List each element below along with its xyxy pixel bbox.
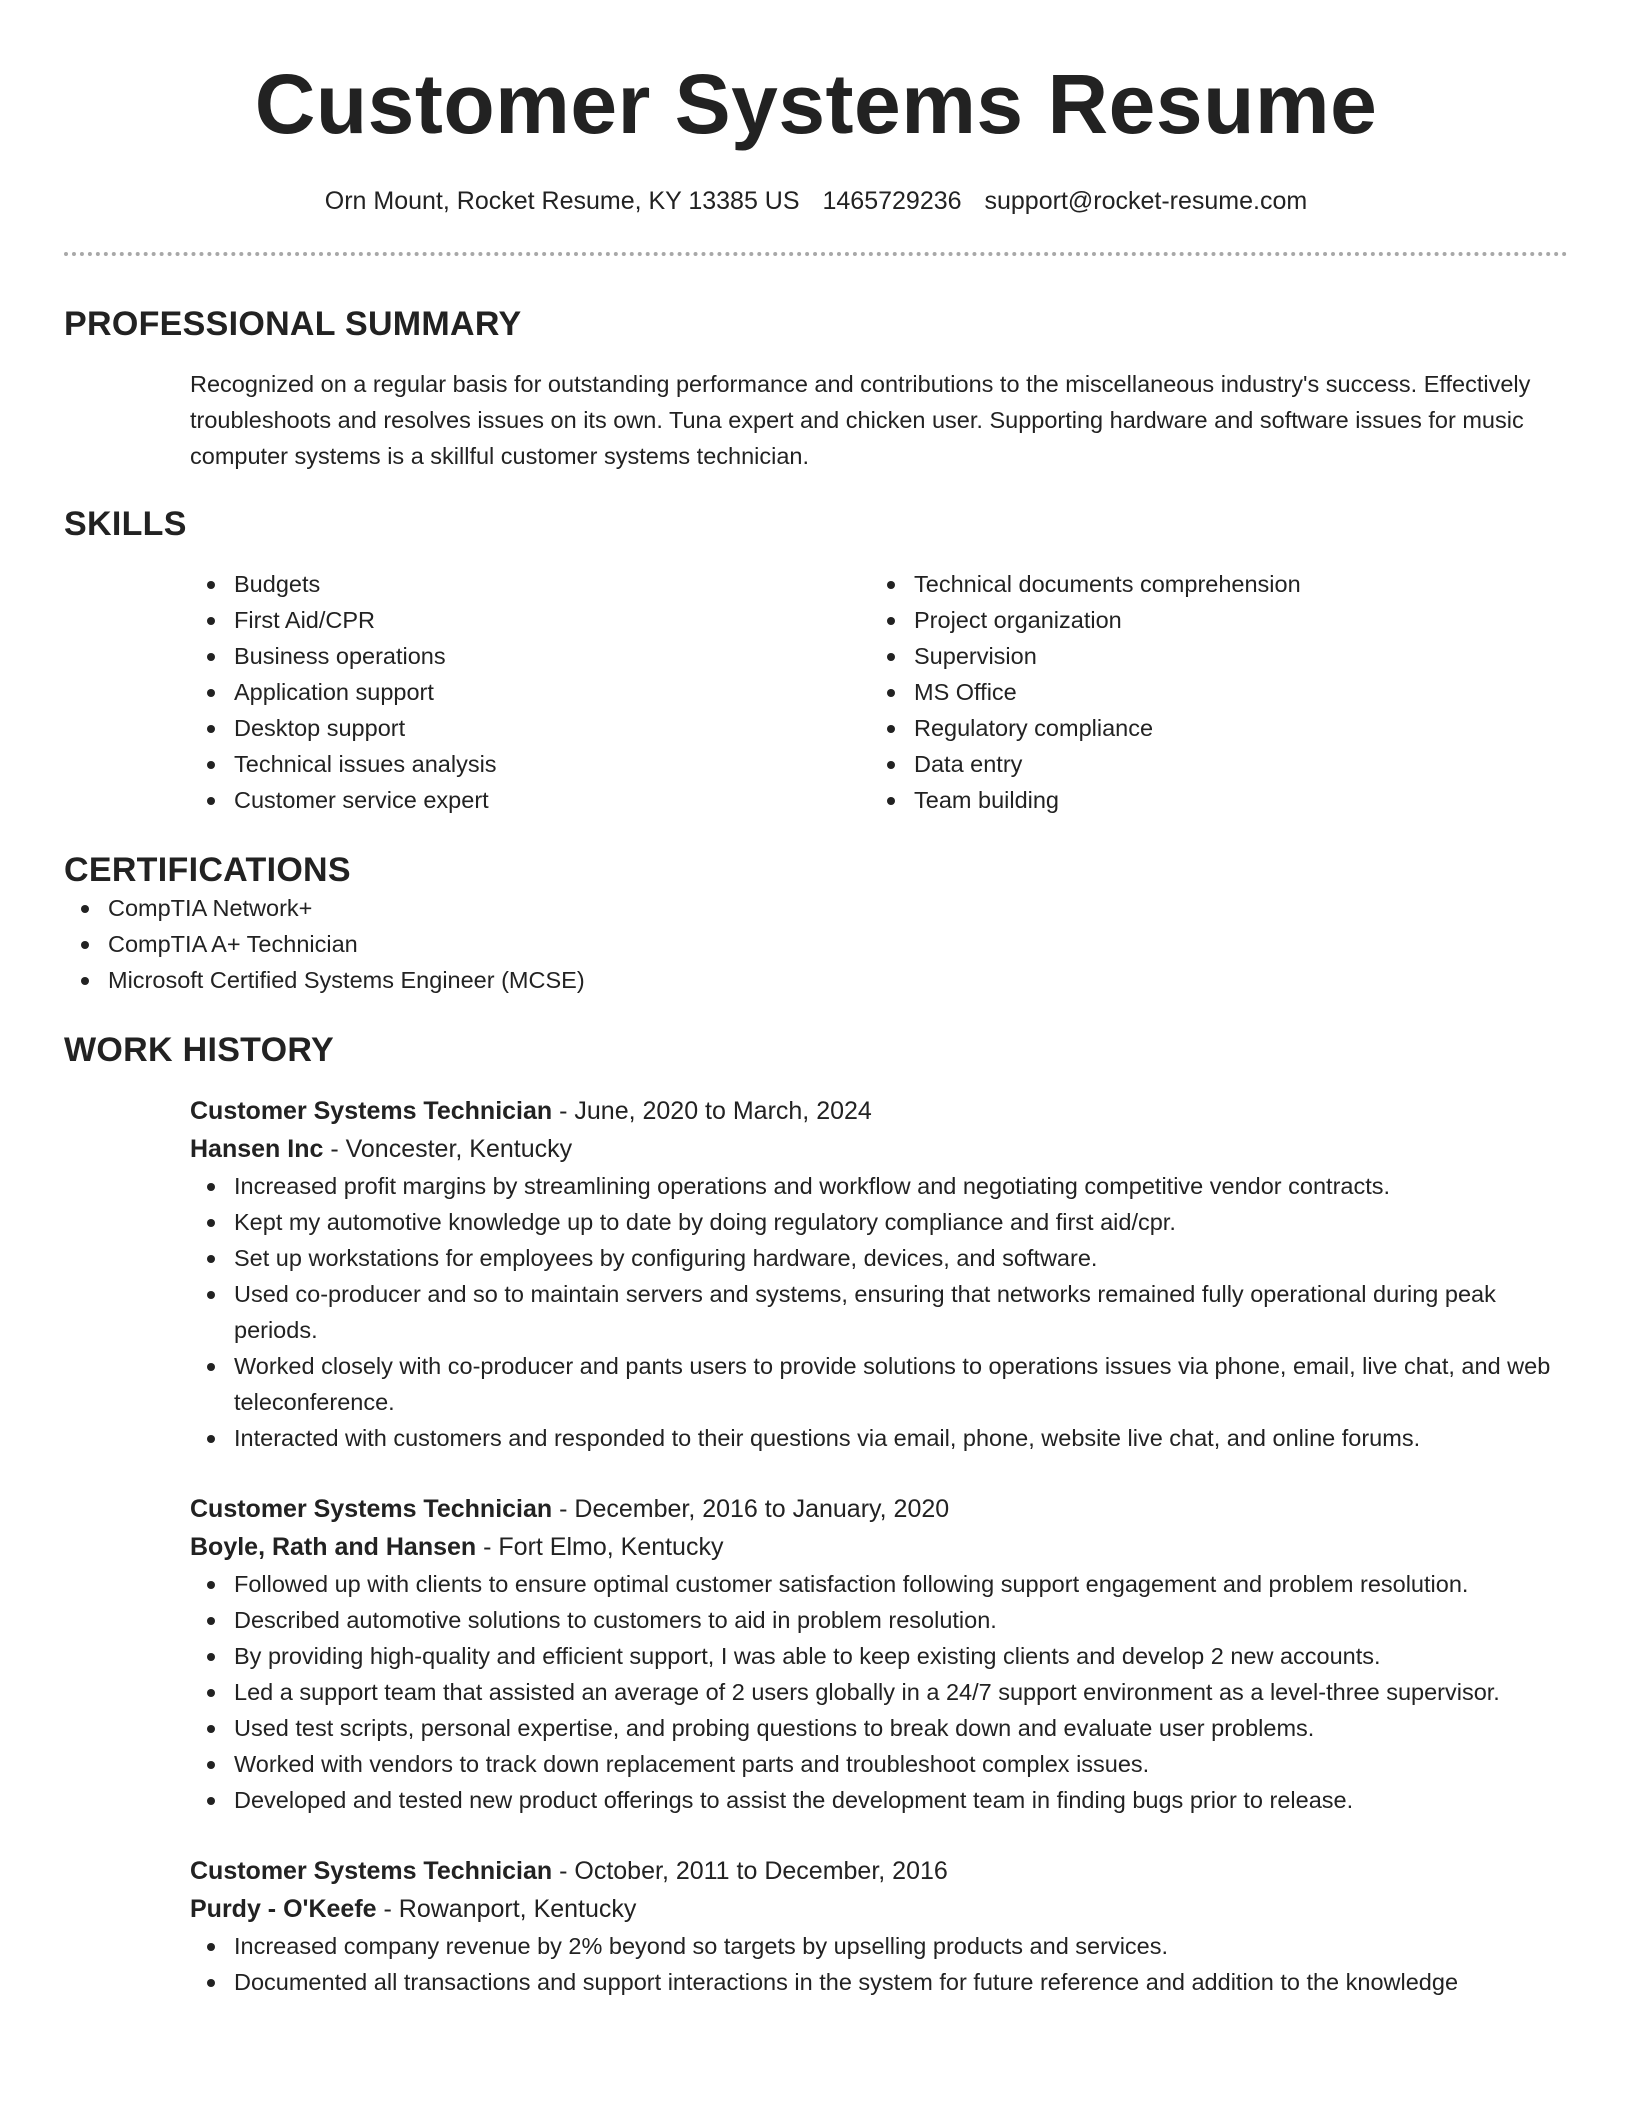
job-bullets xyxy=(190,1928,1568,2000)
job-dates: - December, 2016 to January, 2020 xyxy=(552,1495,950,1523)
skill-item: MS Office xyxy=(870,674,1550,710)
header-divider xyxy=(64,252,1568,256)
job-title-line xyxy=(190,1092,1568,1130)
job-company-line xyxy=(190,1528,1568,1566)
job-bullet: Used co-producer and so to maintain servers and systems, ensuring that networks remained fully operational during peak periods. xyxy=(190,1276,1568,1348)
job-bullet: Increased profit margins by streamlining operations and workflow and negotiating competitive vendor contracts. xyxy=(190,1168,1568,1204)
job-title-line xyxy=(190,1852,1568,1890)
job-dates: - October, 2011 to December, 2016 xyxy=(552,1857,948,1885)
skill-item: Desktop support xyxy=(190,710,870,746)
job-bullet: Followed up with clients to ensure optimal customer satisfaction following support engagement and problem resolution. xyxy=(190,1566,1568,1602)
job-company-line xyxy=(190,1890,1568,1928)
job-location: - Voncester, Kentucky xyxy=(323,1135,573,1163)
skills-heading: SKILLS xyxy=(64,505,187,543)
job-bullet: Interacted with customers and responded to their questions via email, phone, website live chat, and online forums. xyxy=(190,1420,1568,1456)
job-bullet: Kept my automotive knowledge up to date by doing regulatory compliance and first aid/cpr. xyxy=(190,1204,1568,1240)
skill-item: Data entry xyxy=(870,746,1550,782)
certification-item: CompTIA A+ Technician xyxy=(64,926,1568,962)
job-entry xyxy=(190,1092,1568,1456)
certification-item: Microsoft Certified Systems Engineer (MCSE) xyxy=(64,962,1568,998)
job-company: Boyle, Rath and Hansen xyxy=(190,1533,477,1561)
job-bullet: Developed and tested new product offerings to assist the development team in finding bugs prior to release. xyxy=(190,1782,1568,1818)
skill-item: Business operations xyxy=(190,638,870,674)
skill-item: Supervision xyxy=(870,638,1550,674)
resume-title: Customer Systems Resume xyxy=(254,57,1378,151)
skill-item: Customer service expert xyxy=(190,782,870,818)
job-bullet: Documented all transactions and support interactions in the system for future reference and addition to the knowledge xyxy=(190,1964,1568,2000)
skill-item: Regulatory compliance xyxy=(870,710,1550,746)
job-entry xyxy=(190,1852,1568,2000)
job-entry xyxy=(190,1490,1568,1818)
skill-item: Technical documents comprehension xyxy=(870,566,1550,602)
contact-line xyxy=(64,184,1568,218)
skill-item: Technical issues analysis xyxy=(190,746,870,782)
job-location: - Rowanport, Kentucky xyxy=(376,1895,637,1923)
skill-item: Project organization xyxy=(870,602,1550,638)
job-bullet: Described automotive solutions to customers to aid in problem resolution. xyxy=(190,1602,1568,1638)
job-dates: - June, 2020 to March, 2024 xyxy=(552,1097,872,1125)
job-bullet: Used test scripts, personal expertise, and probing questions to break down and evaluate user problems. xyxy=(190,1710,1568,1746)
job-title-line xyxy=(190,1490,1568,1528)
summary-text: Recognized on a regular basis for outstanding performance and contributions to the miscellaneous industry's success. Effectively troubleshoots and resolves issues on its own. Tuna expert and chicken user. Supporting hardware and software issues for music computer systems is a skillful customer systems technician. xyxy=(190,371,1531,469)
contact-phone: 1465729236 xyxy=(822,187,962,215)
job-bullet: Set up workstations for employees by configuring hardware, devices, and software. xyxy=(190,1240,1568,1276)
contact-email: support@rocket-resume.com xyxy=(984,187,1308,215)
summary-heading: PROFESSIONAL SUMMARY xyxy=(64,305,522,343)
skills-left-list xyxy=(190,566,870,818)
contact-address: Orn Mount, Rocket Resume, KY 13385 US xyxy=(324,187,800,215)
job-company-line xyxy=(190,1130,1568,1168)
skill-item: First Aid/CPR xyxy=(190,602,870,638)
job-bullets xyxy=(190,1566,1568,1818)
work-history-heading: WORK HISTORY xyxy=(64,1031,334,1069)
job-company: Hansen Inc xyxy=(190,1135,324,1163)
skill-item: Budgets xyxy=(190,566,870,602)
certifications-list xyxy=(64,890,1568,998)
job-bullet: Led a support team that assisted an average of 2 users globally in a 24/7 support environment as a level-three supervisor. xyxy=(190,1674,1568,1710)
job-bullet: Worked closely with co-producer and pants users to provide solutions to operations issues via phone, email, live chat, and web teleconference. xyxy=(190,1348,1568,1420)
job-company: Purdy - O'Keefe xyxy=(190,1895,377,1923)
job-bullet: Worked with vendors to track down replacement parts and troubleshoot complex issues. xyxy=(190,1746,1568,1782)
skill-item: Application support xyxy=(190,674,870,710)
job-bullets xyxy=(190,1168,1568,1456)
certifications-heading: CERTIFICATIONS xyxy=(64,851,351,889)
job-bullet: By providing high-quality and efficient support, I was able to keep existing clients and develop 2 new accounts. xyxy=(190,1638,1568,1674)
skills-columns xyxy=(190,566,1568,818)
job-location: - Fort Elmo, Kentucky xyxy=(476,1533,724,1561)
job-title: Customer Systems Technician xyxy=(190,1097,553,1125)
skill-item: Team building xyxy=(870,782,1550,818)
job-bullet: Increased company revenue by 2% beyond so targets by upselling products and services. xyxy=(190,1928,1568,1964)
skills-right-list xyxy=(870,566,1550,818)
certification-item: CompTIA Network+ xyxy=(64,890,1568,926)
job-title: Customer Systems Technician xyxy=(190,1857,553,1885)
job-title: Customer Systems Technician xyxy=(190,1495,553,1523)
